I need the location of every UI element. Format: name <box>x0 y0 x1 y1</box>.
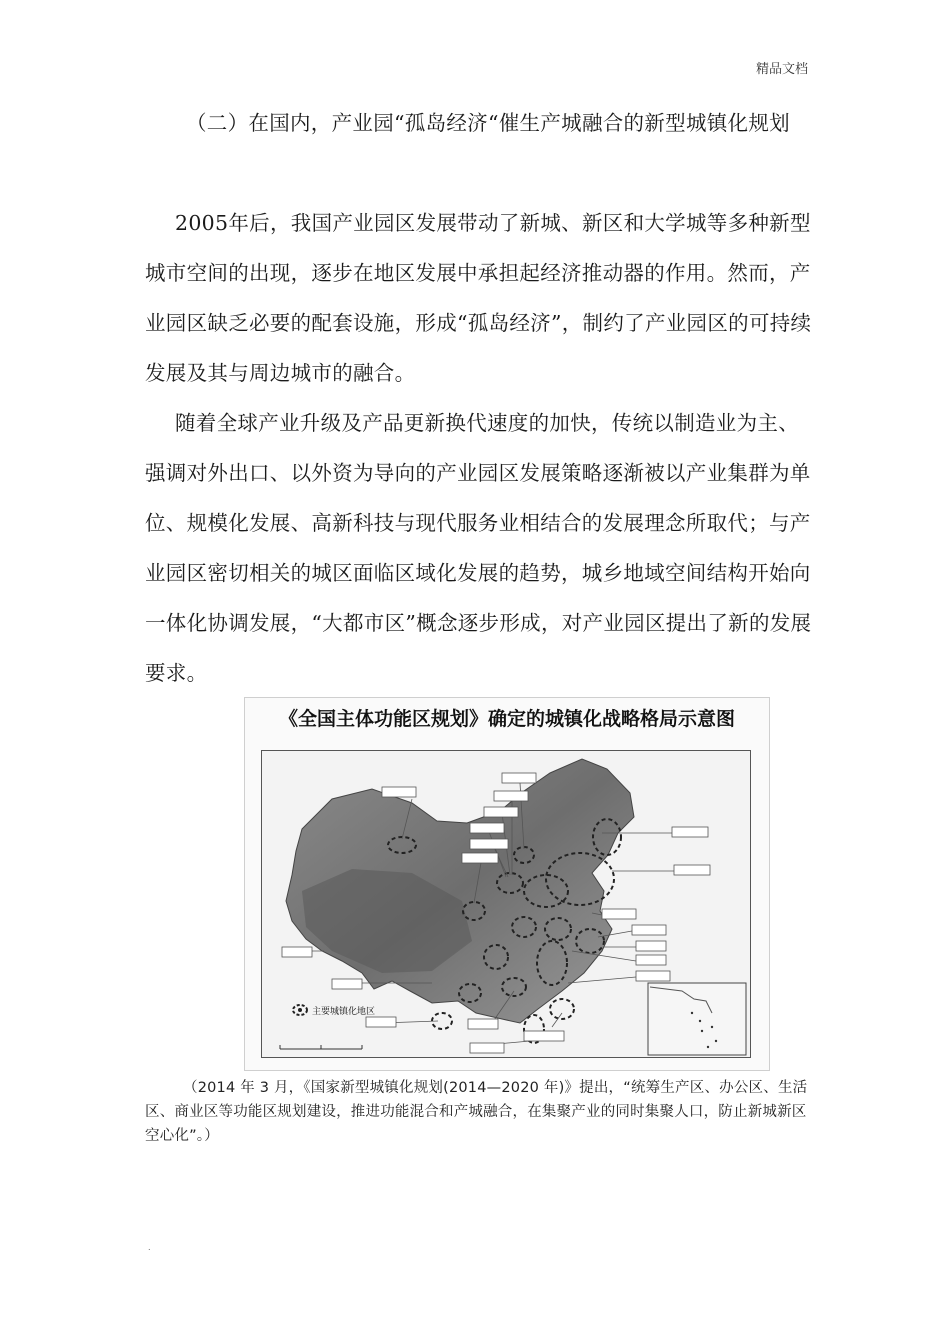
page-header: 精品文档 <box>755 62 808 77</box>
map-frame <box>261 750 751 1058</box>
scale-bar <box>280 1045 362 1049</box>
section-heading: （二）在国内，产业园“孤岛经济“催生产城融合的新型城镇化规划 <box>186 111 790 135</box>
figure-caption: （2014 年 3 月，《国家新型城镇化规划(2014—2020 年)》提出，“统筹生产区、办公区、生活区、商业区等功能区规划建设，推进功能混合和产城融合，在集聚产业的同时集聚人口，防止新城新区空心化”。） <box>145 1080 808 1144</box>
footer-mark: . <box>148 1243 151 1252</box>
legend-label: 主要城镇化地区 <box>312 1007 376 1017</box>
figure-title: 《全国主体功能区规划》确定的城镇化战略格局示意图 <box>278 708 735 730</box>
south-sea-inset <box>648 983 746 1055</box>
china-map <box>262 751 750 1057</box>
legend-marker <box>293 1005 307 1015</box>
map-figure <box>244 697 770 1071</box>
paragraph-2: 随着全球产业升级及产品更新换代速度的加快，传统以制造业为主、强调对外出口、以外资为导向的产业园区发展策略逐渐被以产业集群为单位、规模化发展、高新科技与现代服务业相结合的发展理念所取代；与产业园区密切相关的城区面临区域化发展的趋势，城乡地域空间结构开始向一体化协调发展，“大都市区”概念逐步形成，对产业园区提出了新的发展要求。 <box>145 411 812 685</box>
paragraph-1: 2005年后，我国产业园区发展带动了新城、新区和大学城等多种新型城市空间的出现，逐步在地区发展中承担起经济推动器的作用。然而，产业园区缺乏必要的配套设施，形成“孤岛经济”，制约了产业园区的可持续发展及其与周边城市的融合。 <box>145 211 812 385</box>
zone-ellipse <box>550 999 574 1019</box>
